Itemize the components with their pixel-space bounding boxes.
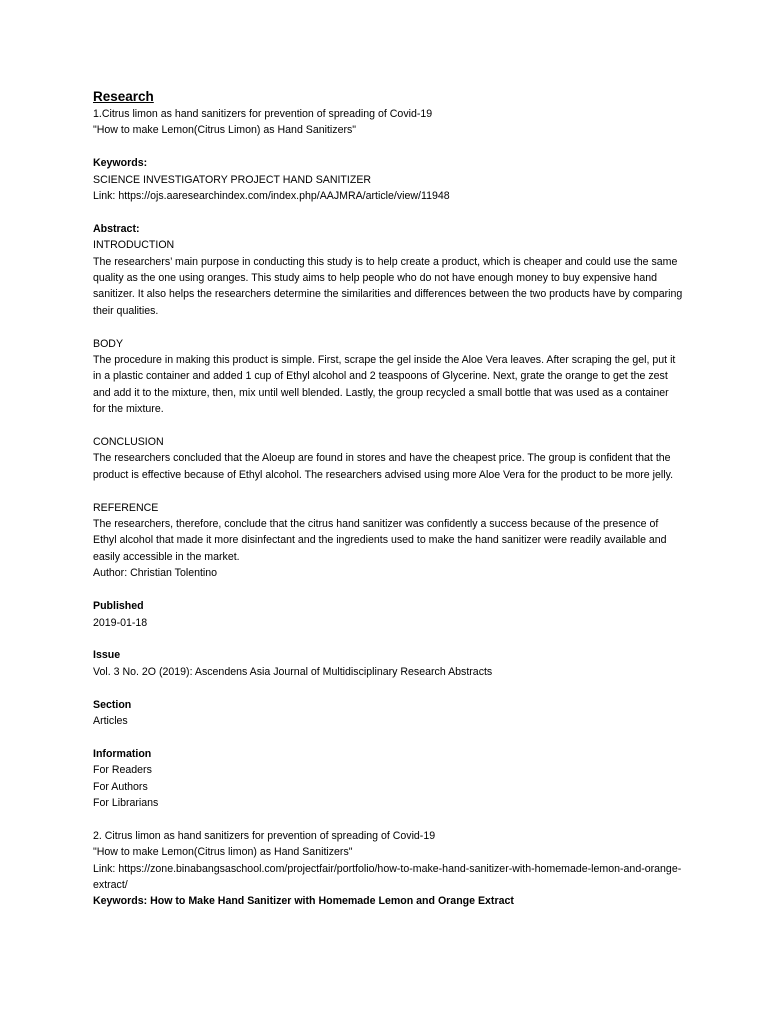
item2-heading: 2. Citrus limon as hand sanitizers for prevention of spreading of Covid-19: [93, 829, 436, 842]
item1-keywords-label: Keywords:: [93, 157, 148, 170]
item1-introduction-heading: INTRODUCTION: [93, 239, 175, 252]
item1-conclusion-text: The researchers concluded that the Aloeup are found in stores and have the cheapest price. The group is confident that the product is effective because of Ethyl alcohol. The researchers advised using more Aloe Vera for the product to be more jelly.: [93, 452, 674, 481]
item1-body-heading: BODY: [93, 337, 124, 350]
item1-published-value: 2019-01-18: [93, 616, 148, 629]
document-content: [93, 88, 683, 910]
item1-body-text: The procedure in making this product is simple. First, scrape the gel inside the Aloe Vera leaves. After scraping the gel, put it in a plastic container and added 1 cup of Ethyl alcohol and 2 teaspoons of Glycerine. Next, grate the orange to get the zest and add it to the mixture, then, mix until well blended. Lastly, the group recycled a small bottle that was used as a container for the mixture.: [93, 354, 676, 416]
item2-keywords: Keywords: How to Make Hand Sanitizer with Homemade Lemon and Orange Extract: [93, 895, 514, 908]
item1-reference-text: The researchers, therefore, conclude that the citrus hand sanitizer was confidently a success because of the presence of Ethyl alcohol that made it more disinfectant and the ingredients used to make the hand sanitizer were readily available and easily accessible in the market.: [93, 518, 667, 563]
page-title: Research: [93, 89, 154, 104]
item1-heading: 1.Citrus limon as hand sanitizers for prevention of spreading of Covid-19: [93, 108, 433, 120]
item1-reference-heading: REFERENCE: [93, 501, 159, 514]
information-item-librarians[interactable]: For Librarians: [93, 796, 159, 809]
information-item-authors[interactable]: For Authors: [93, 780, 148, 793]
item1-abstract-label: Abstract:: [93, 222, 140, 235]
item1-introduction-text: The researchers’ main purpose in conducting this study is to help create a product, which is cheaper and could use the same quality as the one using oranges. This study aims to help people who do not have enough money to buy expensive hand sanitizer. It also helps the researchers determine the similarities and differences between the two products have by comparing their qualities.: [93, 255, 683, 317]
item1-author: Author: Christian Tolentino: [93, 567, 218, 580]
item1-issue-value: Vol. 3 No. 2O (2019): Ascendens Asia Journal of Multidisciplinary Research Abstracts: [93, 665, 493, 678]
item1-information-label: Information: [93, 747, 152, 760]
item1-published-label: Published: [93, 600, 144, 613]
item1-link[interactable]: Link: https://ojs.aaresearchindex.com/index.php/AAJMRA/article/view/11948: [93, 190, 450, 203]
item1-keywords-value: SCIENCE INVESTIGATORY PROJECT HAND SANITIZER: [93, 173, 372, 186]
item1-conclusion-heading: CONCLUSION: [93, 436, 164, 449]
information-item-readers[interactable]: For Readers: [93, 764, 152, 777]
item1-section-value: Articles: [93, 714, 128, 727]
item1-section-label: Section: [93, 698, 132, 711]
item1-issue-label: Issue: [93, 649, 121, 662]
item2-link[interactable]: Link: https://zone.binabangsaschool.com/projectfair/portfolio/how-to-make-hand-sanitizer-with-homemade-lemon-and-orange-extract/: [93, 862, 682, 891]
item1-subtitle: "How to make Lemon(Citrus Limon) as Hand Sanitizers": [93, 124, 357, 137]
item2-subtitle: "How to make Lemon(Citrus limon) as Hand Sanitizers": [93, 846, 353, 859]
